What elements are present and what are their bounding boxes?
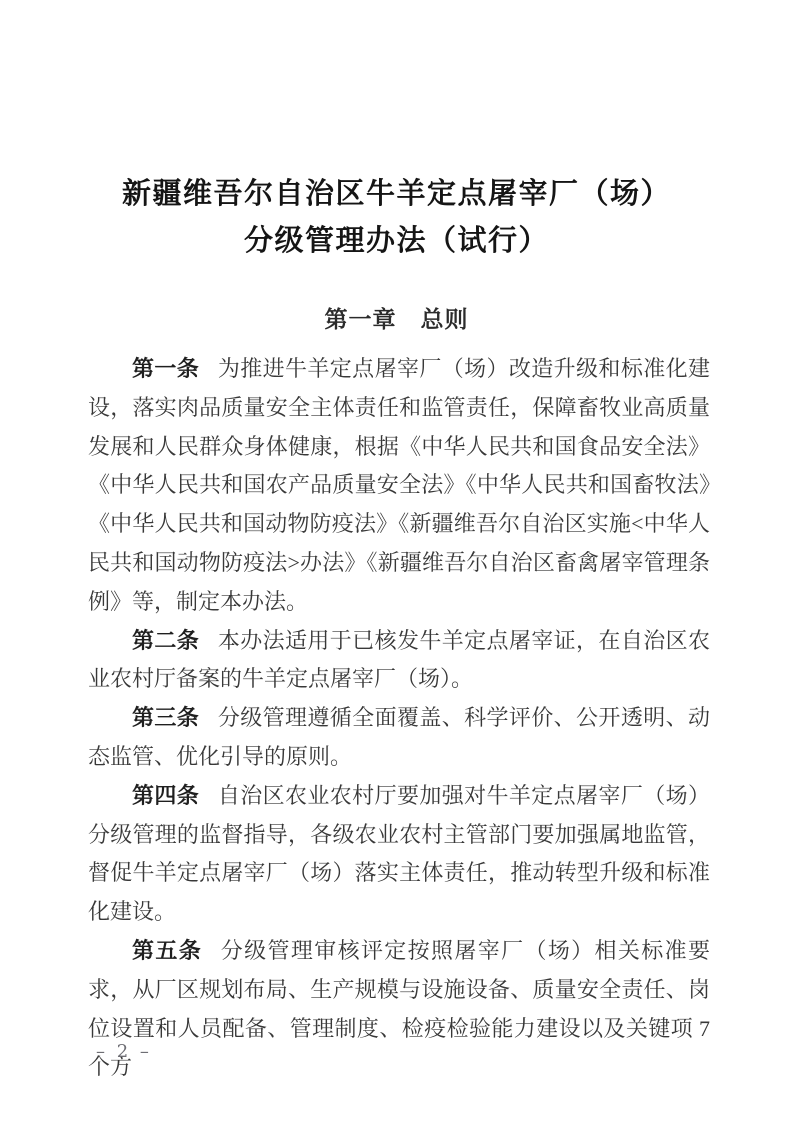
article-number: 第二条 (132, 627, 200, 653)
article-text: 本办法适用于已核发牛羊定点屠宰证，在自治区农业农村厅备案的牛羊定点屠宰厂（场）。 (88, 627, 710, 692)
article-paragraph-5 (88, 932, 710, 1087)
article-paragraph-1 (88, 350, 710, 622)
document-title-line1: 新疆维吾尔自治区牛羊定点屠宰厂（场） (121, 178, 671, 210)
article-number: 第三条 (132, 705, 200, 731)
document-title-line2: 分级管理办法（试行） (243, 225, 549, 257)
chapter-heading: 第一章 总则 (324, 306, 469, 332)
article-text: 分级管理审核评定按照屠宰厂（场）相关标准要求，从厂区规划布局、生产规模与设施设备、质量安全责任、岗位设置和人员配备、管理制度、检疫检验能力建设以及关键项 7 个方 (88, 937, 710, 1080)
document-title (0, 171, 793, 265)
document-body (88, 350, 710, 1087)
article-number: 第一条 (132, 356, 200, 381)
page-number: – 2 – (96, 1041, 152, 1062)
article-number: 第四条 (132, 782, 200, 808)
article-paragraph-4 (88, 777, 710, 932)
article-text: 为推进牛羊定点屠宰厂（场）改造升级和标准化建设，落实肉品质量安全主体责任和监管责任，保障畜牧业高质量发展和人民群众身体健康，根据《中华人民共和国食品安全法》《中华人民共和国农产品质量安全法》《中华人民共和国畜牧法》《中华人民共和国动物防疫法》《新疆维吾尔自治区实施<中华人民共和国动物防疫法>办法》《新疆维吾尔自治区畜禽屠宰管理条例》等，制定本办法。 (88, 356, 710, 614)
article-text: 自治区农业农村厅要加强对牛羊定点屠宰厂（场）分级管理的监督指导，各级农业农村主管部门要加强属地监管，督促牛羊定点屠宰厂（场）落实主体责任，推动转型升级和标准化建设。 (88, 782, 710, 925)
article-number: 第五条 (132, 937, 203, 963)
article-paragraph-2 (88, 622, 710, 700)
article-text: 分级管理遵循全面覆盖、科学评价、公开透明、动态监管、优化引导的原则。 (88, 705, 710, 769)
article-paragraph-3 (88, 699, 710, 777)
